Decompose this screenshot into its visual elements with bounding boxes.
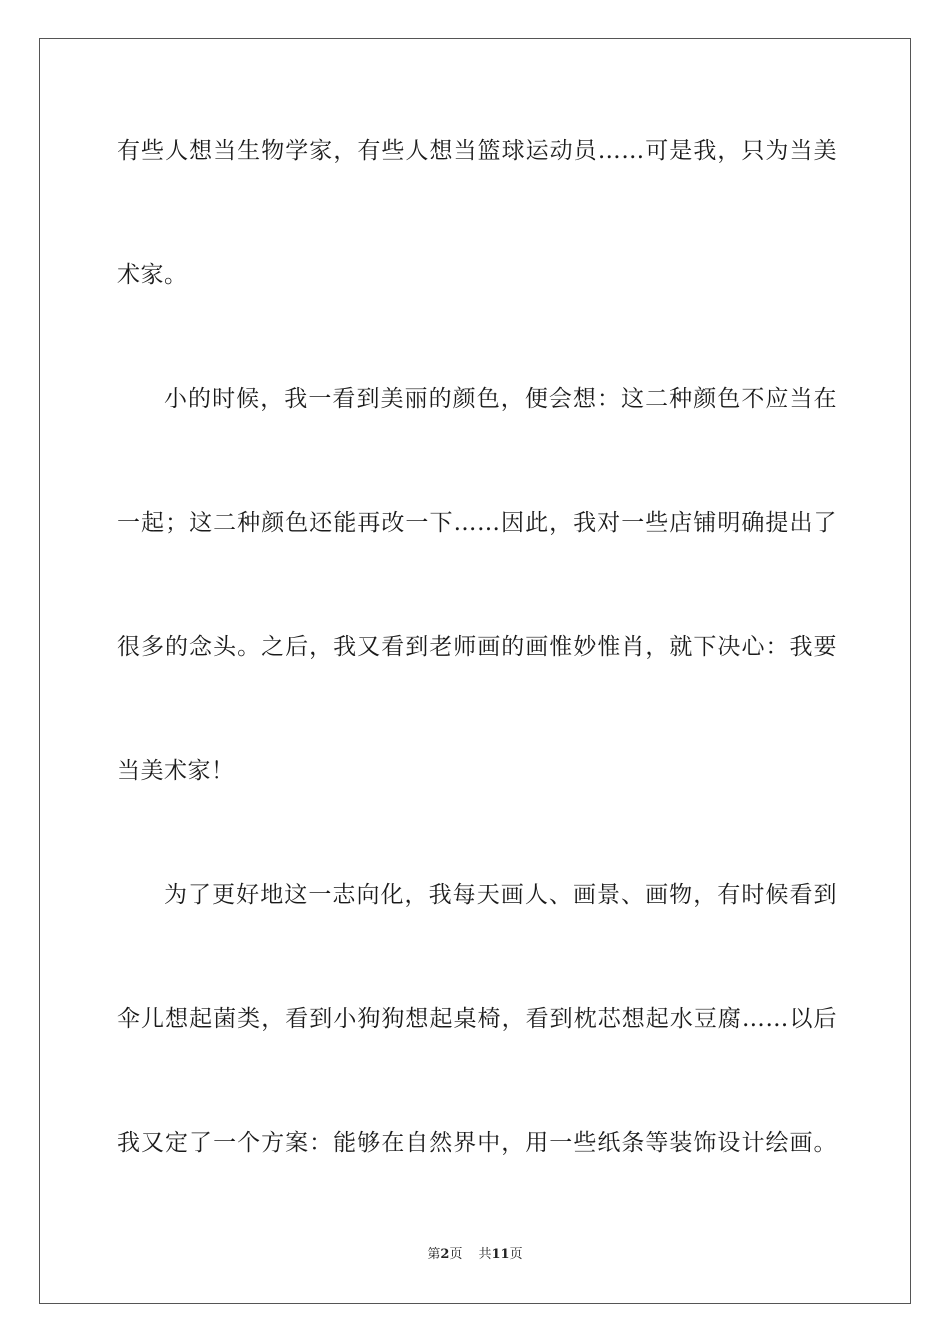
text-line-6: 当美术家！ [117, 758, 235, 784]
page-prefix: 第 [427, 1247, 441, 1262]
total-pages: 11 [491, 1247, 510, 1262]
text-line-7: 为了更好地这一志向化，我每天画人、画景、画物，有时候看到 [164, 882, 837, 908]
total-suffix: 页 [509, 1247, 523, 1262]
text-line-5: 很多的念头。之后，我又看到老师画的画惟妙惟肖，就下决心：我要 [117, 634, 837, 660]
page-footer [0, 1246, 950, 1264]
text-line-9: 我又定了一个方案：能够在自然界中，用一些纸条等装饰设计绘画。 [117, 1130, 837, 1156]
page-number: 2 [440, 1247, 450, 1262]
page-suffix: 页 [449, 1247, 463, 1262]
page-border [39, 38, 911, 1304]
text-line-2: 术家。 [117, 262, 188, 288]
text-line-8: 伞儿想起菌类，看到小狗狗想起桌椅，看到枕芯想起水豆腐……以后 [117, 1006, 837, 1032]
text-line-4: 一起；这二种颜色还能再改一下……因此，我对一些店铺明确提出了 [117, 510, 837, 536]
text-line-1: 有些人想当生物学家，有些人想当篮球运动员……可是我，只为当美 [117, 138, 837, 164]
total-prefix: 共 [478, 1247, 492, 1262]
text-line-3: 小的时候，我一看到美丽的颜色，便会想：这二种颜色不应当在 [164, 386, 837, 412]
